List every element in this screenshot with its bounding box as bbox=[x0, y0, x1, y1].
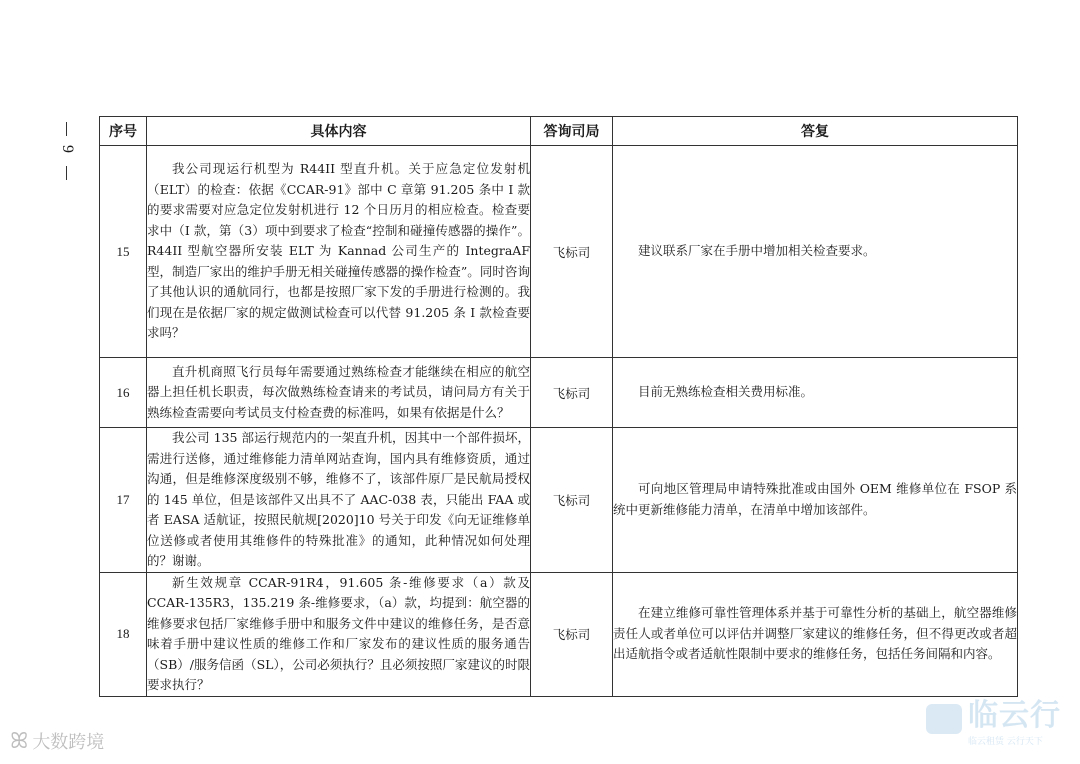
page-dash-bottom bbox=[66, 166, 67, 180]
watermark-left-text: 大数跨境 bbox=[32, 732, 105, 753]
row-dept: 飞标司 bbox=[531, 428, 613, 573]
row-seq: 17 bbox=[100, 428, 147, 573]
watermark-right-name: 临云行 bbox=[968, 698, 1061, 733]
table-header-row bbox=[100, 117, 1018, 146]
header-content: 具体内容 bbox=[147, 117, 531, 146]
watermark-left-logo-icon: ꕤ bbox=[10, 728, 29, 754]
row-answer: 可向地区管理局申请特殊批准或由国外 OEM 维修单位在 FSOP 系统中更新维修能力清单，在清单中增加该部件。 bbox=[613, 428, 1018, 573]
row-content: 直升机商照飞行员每年需要通过熟练检查才能继续在相应的航空器上担任机长职责，每次做熟练检查请来的考试员，请问局方有关于熟练检查需要向考试员支付检查费的标准吗，如果有依据是什么？ bbox=[147, 358, 531, 428]
row-answer: 目前无熟练检查相关费用标准。 bbox=[613, 358, 1018, 428]
row-answer: 在建立维修可靠性管理体系并基于可靠性分析的基础上，航空器维修责任人或者单位可以评估并调整厂家建议的维修任务，但不得更改或者超出适航指令或者适航性限制中要求的维修任务，包括任务间隔和内容。 bbox=[613, 572, 1018, 696]
table-row bbox=[100, 428, 1018, 573]
row-seq: 18 bbox=[100, 572, 147, 696]
row-seq: 15 bbox=[100, 146, 147, 358]
row-seq: 16 bbox=[100, 358, 147, 428]
row-content: 新生效规章 CCAR-91R4，91.605 条-维修要求（a）款及 CCAR-135R3，135.219 条-维修要求，（a）款，均提到：航空器的维修要求包括厂家维修手册中和服务文件中建议的维修任务，是否意味着手册中建议性质的维修工作和厂家发布的建议性质的服务通告（SB）/服务信函（SL），公司必须执行？且必须按照厂家建议的时限要求执行？ bbox=[147, 572, 531, 696]
header-answer: 答复 bbox=[613, 117, 1018, 146]
watermark-left bbox=[10, 728, 104, 754]
watermark-right-sub: 临云租赁 云行天下 bbox=[968, 737, 1043, 747]
table-row bbox=[100, 146, 1018, 358]
header-dept: 答询司局 bbox=[531, 117, 613, 146]
row-content: 我公司 135 部运行规范内的一架直升机，因其中一个部件损坏，需进行送修，通过维修能力清单网站查询，国内具有维修资质，通过沟通，但是维修深度级别不够，维修不了，该部件原厂是民航局授权的 145 单位，但是该部件又出具不了 AAC-038 表，只能出 FAA 或者 EASA 适航证，按照民航规[2020]10 号关于印发《向无证维修单位送修或者使用其维修件的特殊批准》的通知，此种情况如何处理的？谢谢。 bbox=[147, 428, 531, 573]
row-dept: 飞标司 bbox=[531, 358, 613, 428]
page-dash-top bbox=[66, 122, 67, 136]
watermark-right bbox=[926, 690, 1061, 747]
page-number-marker bbox=[52, 122, 82, 182]
row-dept: 飞标司 bbox=[531, 572, 613, 696]
table-row bbox=[100, 358, 1018, 428]
table-row bbox=[100, 572, 1018, 696]
plane-logo-icon bbox=[926, 704, 962, 734]
qa-table bbox=[99, 116, 1018, 697]
row-answer: 建议联系厂家在手册中增加相关检查要求。 bbox=[613, 146, 1018, 358]
page-number: 9 bbox=[59, 145, 76, 153]
row-dept: 飞标司 bbox=[531, 146, 613, 358]
header-seq: 序号 bbox=[100, 117, 147, 146]
row-content: 我公司现运行机型为 R44II 型直升机。关于应急定位发射机（ELT）的检查：依据《CCAR-91》部中 C 章第 91.205 条中 I 款的要求需要对应急定位发射机进行 12 个日历月的相应检查。检查要求中（I 款，第（3）项中到要求了检查“控制和碰撞传感器的操作”。R44II 型航空器所安装 ELT 为 Kannad 公司生产的 IntegraAF 型，制造厂家出的维护手册无相关碰撞传感器的操作检查”。同时咨询了其他认识的通航同行，也都是按照厂家下发的手册进行检测的。我们现在是依据厂家的规定做测试检查可以代替 91.205 条 I 款检查要求吗？ bbox=[147, 146, 531, 358]
